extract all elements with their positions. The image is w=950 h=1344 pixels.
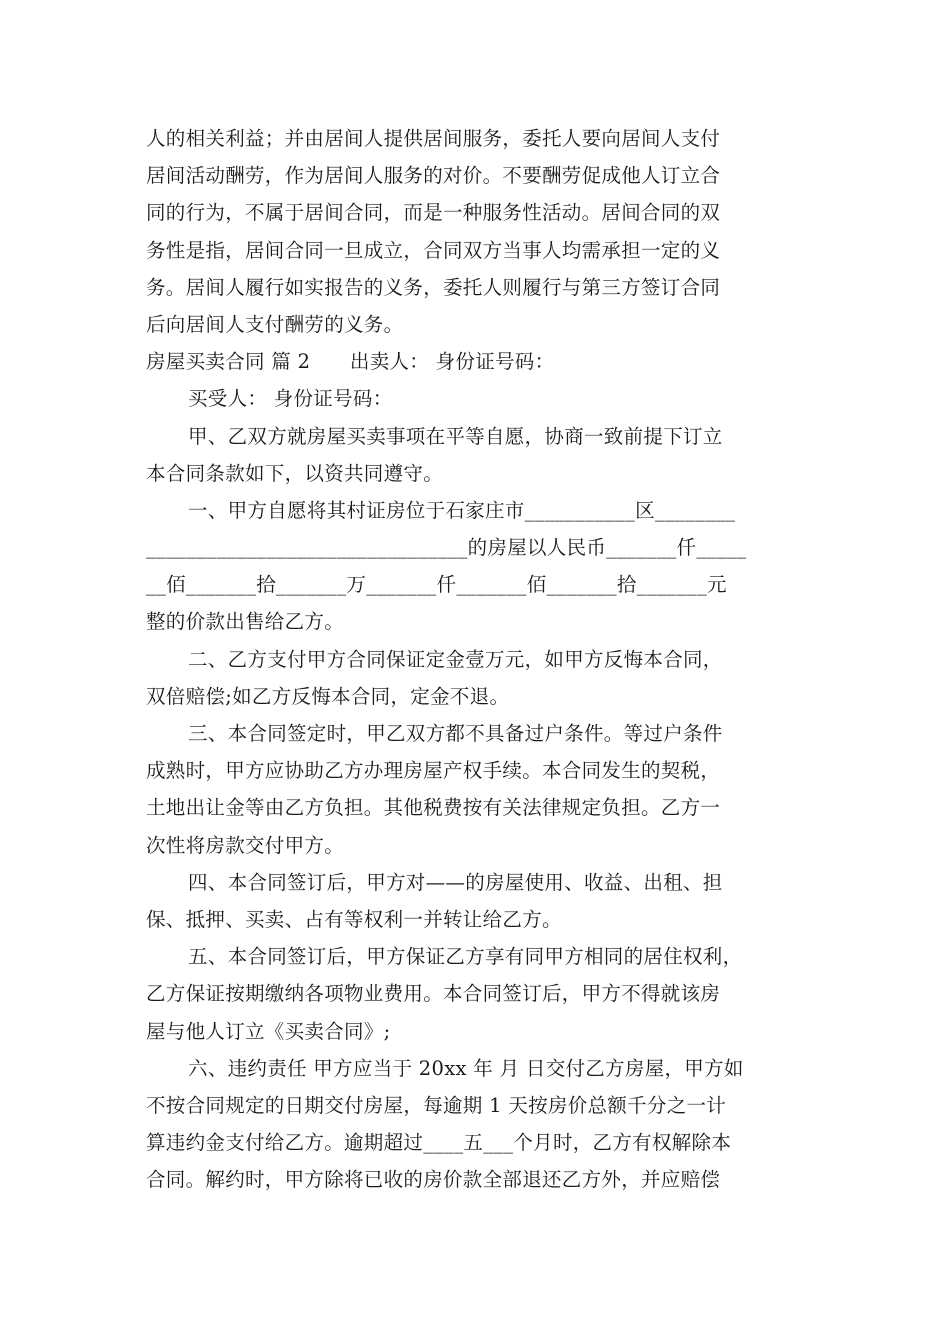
text-line: 成熟时，甲方应协助乙方办理房屋产权手续。本合同发生的契税， <box>146 759 721 783</box>
text-line: 务性是指，居间合同一旦成立，合同双方当事人均需承担一定的义 <box>146 238 721 262</box>
text-line: 买受人： 身份证号码： <box>188 387 393 411</box>
text-line: ________________________________的房屋以人民币_______仟_____ <box>146 536 747 560</box>
text-line: 算违约金支付给乙方。逾期超过____五___个月时，乙方有权解除本 <box>146 1131 732 1155</box>
text-line: 四、本合同签订后，甲方对——的房屋使用、收益、出租、担 <box>188 870 723 894</box>
text-line: 整的价款出售给乙方。 <box>146 610 345 634</box>
text-line: 不按合同规定的日期交付房屋，每逾期 1 天按房价总额千分之一计 <box>146 1093 727 1117</box>
text-line: 六、违约责任 甲方应当于 20xx 年 月 日交付乙方房屋，甲方如 <box>188 1056 744 1080</box>
text-line: 同的行为，不属于居间合同，而是一种服务性活动。居间合同的双 <box>146 201 721 225</box>
text-line: 后向居间人支付酬劳的义务。 <box>146 312 404 336</box>
document-body <box>146 120 808 1198</box>
text-line: 务。居间人履行如实报告的义务，委托人则履行与第三方签订合同 <box>146 275 721 299</box>
section-heading: 房屋买卖合同 篇 2 出卖人： 身份证号码： <box>146 350 555 374</box>
text-line: 五、本合同签订后，甲方保证乙方享有同甲方相同的居住权利， <box>188 945 743 969</box>
text-line: 二、乙方支付甲方合同保证定金壹万元，如甲方反悔本合同， <box>188 647 723 671</box>
text-line: 双倍赔偿;如乙方反悔本合同，定金不退。 <box>146 684 510 708</box>
text-line: 土地出让金等由乙方负担。其他税费按有关法律规定负担。乙方一 <box>146 796 721 820</box>
text-line: 屋与他人订立《买卖合同》; <box>146 1019 391 1043</box>
text-line: 甲、乙双方就房屋买卖事项在平等自愿，协商一致前提下订立 <box>188 424 723 448</box>
text-line: 一、甲方自愿将其村证房位于石家庄市___________区________ <box>188 498 736 522</box>
text-line: 居间活动酬劳，作为居间人服务的对价。不要酬劳促成他人订立合 <box>146 164 721 188</box>
text-line: 本合同条款如下，以资共同遵守。 <box>146 461 444 485</box>
text-line: 合同。解约时，甲方除将已收的房价款全部退还乙方外，并应赔偿 <box>146 1168 721 1192</box>
text-line: 次性将房款交付甲方。 <box>146 833 345 857</box>
text-line: 保、抵押、买卖、占有等权利一并转让给乙方。 <box>146 907 562 931</box>
text-line: 乙方保证按期缴纳各项物业费用。本合同签订后，甲方不得就该房 <box>146 982 721 1006</box>
text-line: 人的相关利益；并由居间人提供居间服务，委托人要向居间人支付 <box>146 127 721 150</box>
text-line: __佰_______拾_______万_______仟_______佰_______拾_______元 <box>146 573 727 597</box>
text-line: 三、本合同签定时，甲乙双方都不具备过户条件。等过户条件 <box>188 722 723 745</box>
